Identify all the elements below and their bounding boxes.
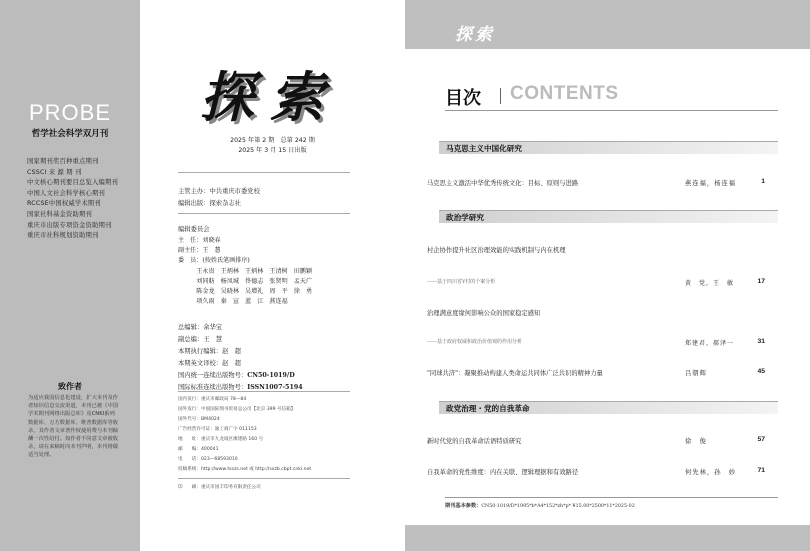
indexing-item: RCCSE中国权威学术期刊 (27, 200, 101, 208)
committee-line: 主 任：刘晓春 (178, 237, 221, 244)
issn-number (178, 382, 303, 391)
executive-editor: 本期执行编辑：赵 超 (178, 348, 241, 355)
entry-subtitle: ——基于政府权威和政治价值观的作用分析 (427, 339, 523, 345)
entry-author: 郑建君，郝泽一 (685, 340, 735, 347)
entry-page: 45 (757, 368, 765, 375)
indexing-item: 中文核心期刊要目总览入编期刊 (27, 179, 118, 187)
toc-entry[interactable] (427, 178, 765, 187)
issn-value: ISSN1007-5194 (247, 384, 303, 391)
section-title: 政党治理・党的自我革命 (446, 404, 530, 413)
entry-author: 徐 俊 (685, 438, 707, 445)
entry-subtitle: ——基于四川省Y村的个案分析 (427, 279, 496, 285)
header-band (405, 0, 810, 49)
info-line: 国外发行：中国国际图书贸易总公司【北京 399 号信箱】 (178, 407, 296, 412)
section-header (439, 141, 778, 154)
toc-entry-subtitle[interactable] (427, 278, 765, 285)
section-title: 马克思主义中国化研究 (446, 144, 522, 153)
info-line: 投稿系统：http://www.tsszs.net 或 http://sxzb.cbpt.cnki.net (178, 467, 312, 472)
entry-title: 新时代党的自我革命话语特质研究 (427, 438, 522, 445)
toc-entry-subtitle[interactable] (427, 338, 765, 345)
entry-author: 黄 党，王 敏 (685, 280, 735, 287)
divider (178, 172, 350, 173)
toc-title: 目次 (445, 88, 481, 109)
info-line: 国内发行：重庆市邮政局 78—84 (178, 397, 247, 402)
info-line: 地 址：重庆市九龙坡区滩建路 160 号 (178, 437, 264, 442)
indexing-item: 重庆市社科规划资助期刊 (27, 232, 99, 240)
info-line: 邮 编：400041 (178, 447, 219, 452)
masthead-page (140, 0, 405, 551)
section-title: 政治学研究 (446, 213, 484, 222)
toc-entry[interactable] (427, 467, 765, 476)
committee-line: 陈金龙 吴晓林 吴增礼 周 平 徐 勇 (178, 288, 313, 296)
header-logo: 探索 (455, 25, 495, 45)
entry-page: 57 (757, 436, 765, 443)
entry-title: "同球共济"：凝聚推动构建人类命运共同体广泛共识的精神力量 (427, 370, 603, 377)
section-header (439, 210, 778, 223)
issue-number: 2025 年第 2 期 总第 242 期 (230, 137, 315, 144)
committee-line: 王永贵 王炳林 王炳林 王清树 田鹏颖 (178, 267, 313, 275)
entry-page: 31 (757, 338, 765, 345)
journal-english-title: PROBE (28, 100, 112, 125)
entry-author: 何先林，孙 妙 (685, 469, 737, 476)
entry-page: 71 (757, 467, 765, 474)
entry-title: 马克思主义激活中华优秀传统文化：目标、原则与进路 (427, 180, 579, 187)
cn-value: CN50-1019/D (247, 372, 295, 379)
toc-english-title: CONTENTS (510, 83, 619, 104)
info-line: 国外代号：BM4024 (178, 417, 220, 422)
indexing-item: 中国人文社会科学核心期刊 (27, 189, 105, 197)
entry-title: 自我革命的党性维度：内在关联、逻辑理据和有效路径 (427, 469, 579, 476)
divider (178, 391, 350, 392)
chief-editor: 总编辑：余华宝 (178, 324, 223, 331)
committee-line: 委 员：(按姓氏笔画排序) (178, 257, 250, 265)
info-line: 电 话：023—68593010 (178, 457, 238, 462)
journal-logo: 探索 (200, 65, 340, 129)
parameters-value: CN50-1019/D*1995*b*A4*152*zh*p* ¥15.00*2500*11*2025-02 (481, 504, 635, 509)
committee-line: 项久雨 秦 宣 蓝 江 燕连福 (178, 298, 288, 306)
divider (178, 478, 350, 479)
indexing-item: CSSCI 来 源 期 刊 (27, 168, 82, 176)
author-note-text: 为适应我国信息化建设，扩大本刊及作者知识信息交流渠道，本刊已被《中国学术期刊网络出版总库》及CNKI系列数据库、万方数据库、维普数据库等收录，其作者文章著作权使用费与本刊稿酬一次性给付。如作者不同意文章被收录，请在来稿时向本刊声明，本刊将做适当处理。 (28, 395, 119, 459)
indexing-item: 国家社科基金资助期刊 (27, 210, 92, 218)
issn-label: 国际标准连续出版物号： (178, 384, 248, 391)
publisher: 编辑出版：探索杂志社 (178, 200, 241, 207)
cn-label: 国内统一连续出版物号： (178, 372, 248, 379)
divider (178, 213, 350, 214)
entry-title: 村企协作提升社区治理效能的实践机制与内在机理 (427, 247, 566, 254)
parameters-label: 期刊基本参数： (445, 503, 482, 509)
footer-band (405, 525, 810, 551)
info-line: 广告经营许可证：渝工商广字 011153 (178, 427, 257, 432)
entry-page: 1 (761, 178, 765, 185)
cover-spine-panel (0, 0, 140, 551)
toc-entry[interactable] (427, 368, 765, 377)
entry-author: 吕朝辉 (685, 370, 707, 377)
author-note-title: 致作者 (58, 382, 82, 391)
toc-entry[interactable] (427, 308, 765, 317)
committee-list (178, 236, 318, 307)
cn-number (178, 370, 295, 379)
journal-parameters (445, 502, 635, 509)
issue-date: 2025 年 3 月 15 日出版 (238, 147, 307, 154)
divider (445, 497, 778, 498)
journal-subtitle: 哲学社会科学双月刊 (31, 129, 109, 139)
entry-page: 17 (757, 278, 765, 285)
indexing-item: 国家期刊奖百种重点期刊 (27, 158, 99, 165)
english-editor: 本期英文译校：赵 超 (178, 360, 241, 367)
indexing-item: 重庆市出版专项资金资助期刊 (27, 221, 112, 229)
title-separator (500, 88, 501, 104)
committee-line: 副主任：王 慧 (178, 247, 221, 255)
indexing-list (27, 157, 123, 242)
committee-title: 编辑委员会 (178, 226, 210, 233)
entry-author: 燕连福，杨连福 (685, 180, 737, 187)
divider (445, 110, 778, 111)
sponsor: 主管主办：中共重庆市委党校 (178, 188, 260, 195)
printer-line: 印 刷：重庆市国丰印务有限责任公司 (178, 485, 261, 490)
table-of-contents-page (405, 0, 810, 551)
toc-entry[interactable] (427, 245, 765, 254)
entry-title: 治理满意度缘何影响公众的国家稳定感知 (427, 310, 541, 317)
toc-entry[interactable] (427, 436, 765, 445)
section-header (439, 401, 778, 414)
deputy-editor: 副总编：王 慧 (178, 336, 223, 343)
committee-line: 刘同舫 杨凤城 佟德志 张贤明 孟天广 (178, 277, 313, 285)
